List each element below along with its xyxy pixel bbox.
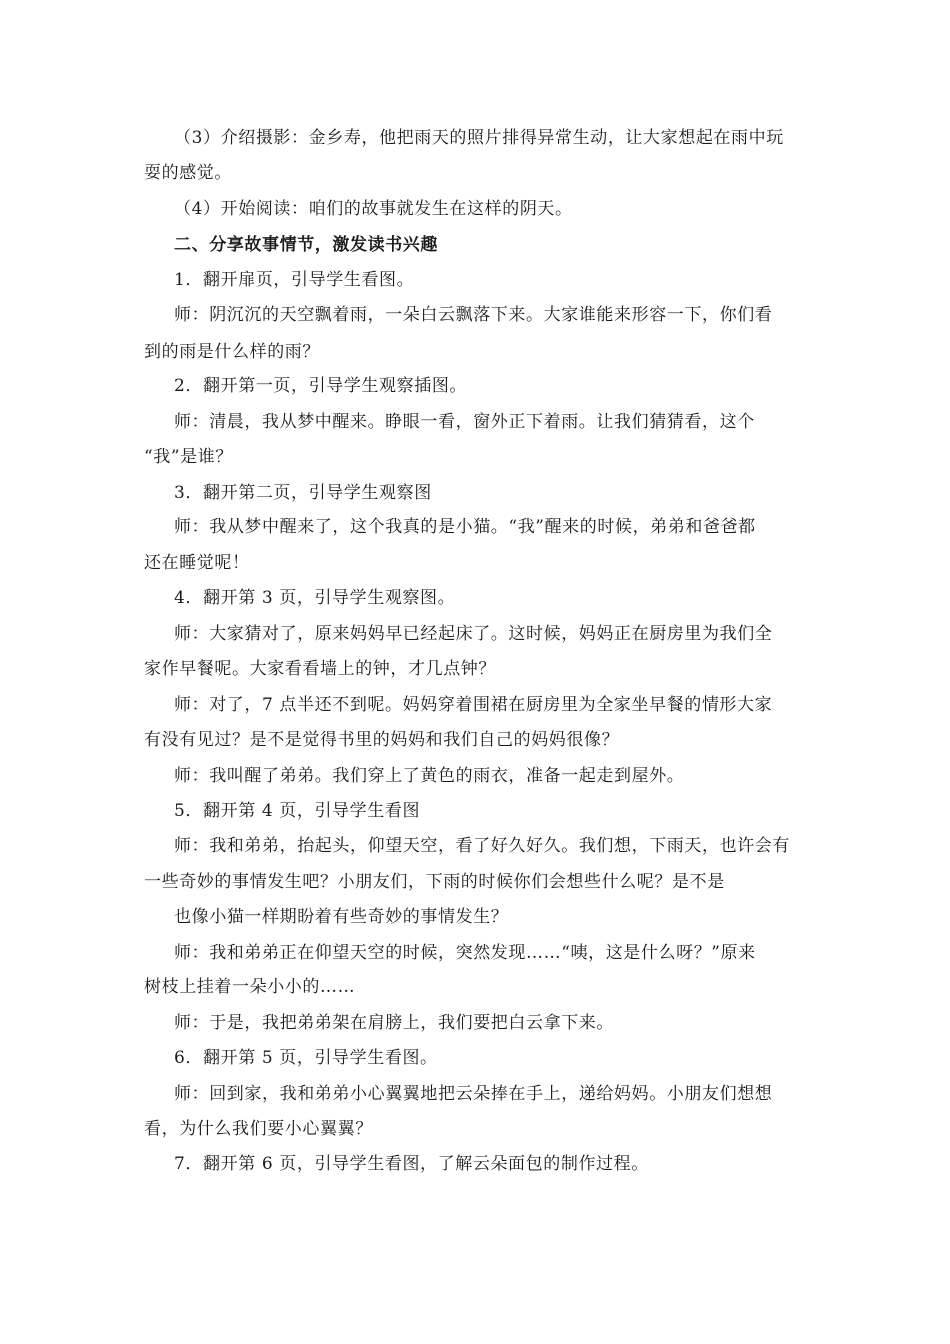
step-line: 2．翻开第一页，引导学生观察插图。 <box>174 376 468 396</box>
paragraph-line: 师：清晨，我从梦中醒来。睁眼一看，窗外正下着雨。让我们猜猜看，这个 <box>174 412 755 432</box>
paragraph-line: 有没有见过？是不是觉得书里的妈妈和我们自己的妈妈很像？ <box>144 730 620 750</box>
paragraph-line: 师：回到家，我和弟弟小心翼翼地把云朵捧在手上，递给妈妈。小朋友们想想 <box>174 1084 773 1104</box>
paragraph-line: 看，为什么我们要小心翼翼？ <box>144 1119 373 1139</box>
paragraph-line: 师：我从梦中醒来了，这个我真的是小猫。“我”醒来的时候，弟弟和爸爸都 <box>174 517 756 537</box>
paragraph-line: 到的雨是什么样的雨？ <box>144 342 320 362</box>
paragraph-line: （3）介绍摄影：金乡寿，他把雨天的照片排得异常生动，让大家想起在雨中玩 <box>174 128 784 148</box>
step-line: 6．翻开第 5 页，引导学生看图。 <box>174 1048 438 1068</box>
step-line: 1．翻开扉页，引导学生看图。 <box>174 270 415 290</box>
paragraph-line: 师：我和弟弟，抬起头，仰望天空，看了好久好久。我们想，下雨天，也许会有 <box>174 836 790 856</box>
section-heading: 二、分享故事情节，激发读书兴趣 <box>174 235 438 255</box>
paragraph-line: 师：我和弟弟正在仰望天空的时候，突然发现……“咦，这是什么呀？”原来 <box>174 943 756 963</box>
paragraph-line: 耍的感觉。 <box>144 163 232 183</box>
paragraph-line: 师：阴沉沉的天空飘着雨，一朵白云飘落下来。大家谁能来形容一下，你们看 <box>174 305 773 325</box>
paragraph-line: 也像小猫一样期盼着有些奇妙的事情发生？ <box>174 907 509 927</box>
paragraph-line: 师：大家猜对了，原来妈妈早已经起床了。这时候，妈妈正在厨房里为我们全 <box>174 624 773 644</box>
paragraph-line: 树枝上挂着一朵小小的…… <box>144 977 356 997</box>
paragraph-line: 一些奇妙的事情发生吧？小朋友们，下雨的时候你们会想些什么呢？是不是 <box>144 872 725 892</box>
paragraph-line: 家作早餐呢。大家看看墙上的钟，才几点钟？ <box>144 659 496 679</box>
step-line: 3．翻开第二页，引导学生观察图 <box>174 483 432 503</box>
paragraph-line: 师：对了，7 点半还不到呢。妈妈穿着围裙在厨房里为全家坐早餐的情形大家 <box>174 695 773 715</box>
paragraph-line: （4）开始阅读：咱们的故事就发生在这样的阴天。 <box>174 199 573 219</box>
paragraph-line: “我”是谁？ <box>144 447 233 467</box>
paragraph-line: 还在睡觉呢！ <box>144 553 250 573</box>
step-line: 4．翻开第 3 页，引导学生观察图。 <box>174 588 456 608</box>
paragraph-line: 师：我叫醒了弟弟。我们穿上了黄色的雨衣，准备一起走到屋外。 <box>174 766 685 786</box>
step-line: 7．翻开第 6 页，引导学生看图，了解云朵面包的制作过程。 <box>174 1154 649 1174</box>
paragraph-line: 师：于是，我把弟弟架在肩膀上，我们要把白云拿下来。 <box>174 1013 614 1033</box>
step-line: 5．翻开第 4 页，引导学生看图 <box>174 801 421 821</box>
